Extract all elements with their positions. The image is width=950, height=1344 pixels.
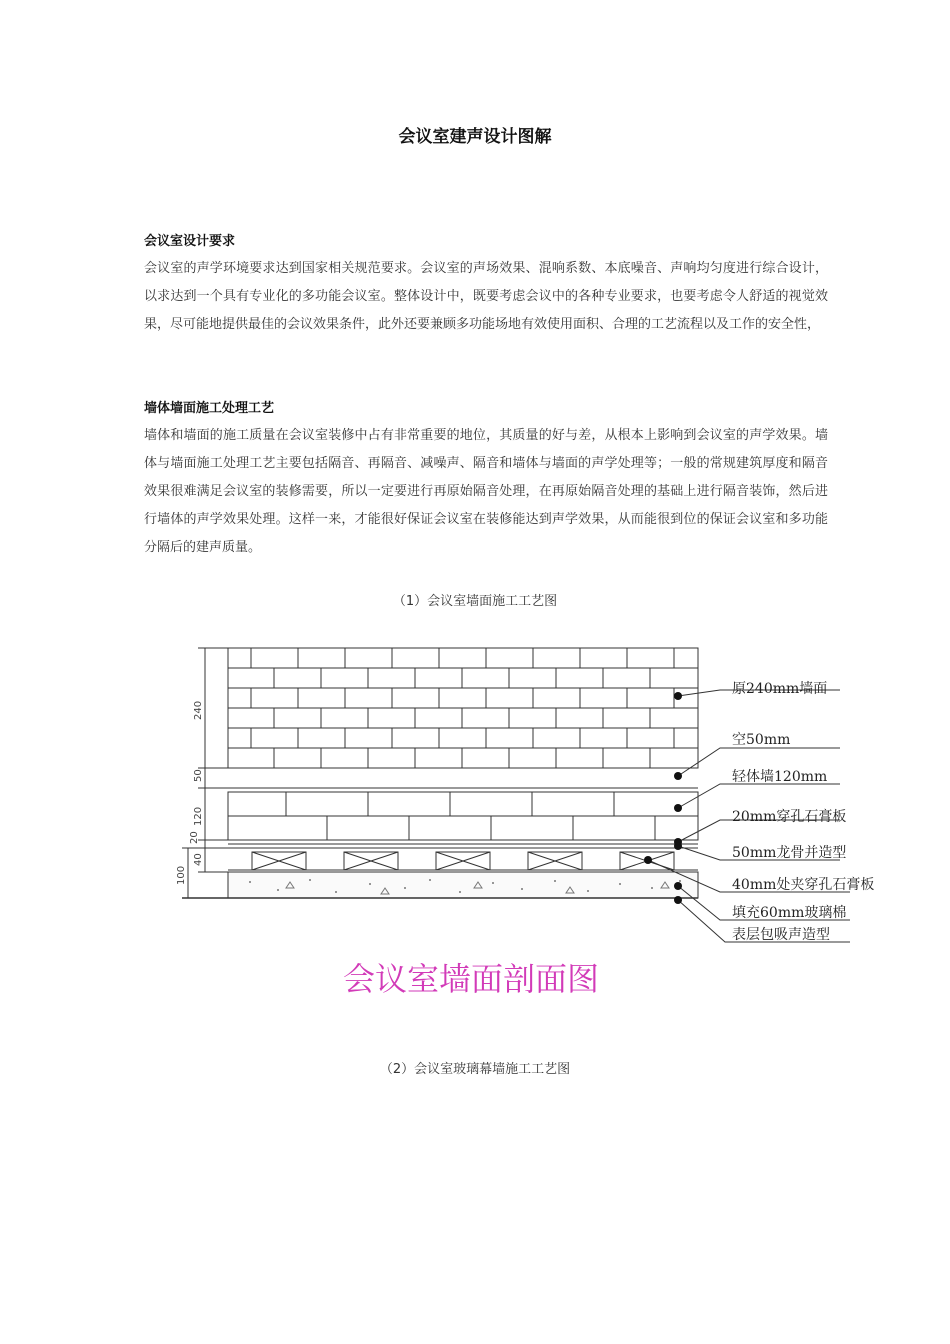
section-body: 墙体和墙面的施工质量在会议室装修中占有非常重要的地位，其质量的好与差，从根本上影响到会议室的声学效果。墙体与墙面施工处理工艺主要包括隔音、再隔音、减噪声、隔音和墙体与墙面的声学处理等；一般的常规建筑厚度和隔音效果很难满足会议室的装修需要，所以一定要进行再原始隔音处理，在再原始隔音处理的基础上进行隔音装饰，然后进行墙体的声学效果处理。这样一来，才能很好保证会议室在装修能达到声学效果，从而能很到位的保证会议室和多功能分隔后的建声质量。	[144, 428, 828, 555]
label-perforated-board: 40mm处夹穿孔石膏板	[732, 877, 875, 893]
wall-section-figure	[160, 630, 875, 1010]
glass-wool-layer	[182, 872, 698, 898]
section-design-requirements	[144, 230, 828, 339]
label-keel: 50mm龙骨并造型	[732, 845, 847, 861]
dim-100: 100	[176, 865, 187, 885]
brick-wall-240	[228, 648, 698, 768]
keel-layer-50	[228, 848, 698, 870]
label-glass-wool: 填充60mm玻璃棉	[732, 905, 847, 921]
label-light-wall: 轻体墙120mm	[732, 769, 828, 785]
page-title: 会议室建声设计图解	[398, 127, 552, 147]
section-wall-construction	[144, 397, 828, 562]
dimension-lines	[182, 648, 228, 898]
figure1-caption: （1）会议室墙面施工工艺图	[392, 594, 558, 609]
label-air-gap: 空50mm	[732, 732, 791, 748]
dim-240: 240	[193, 700, 204, 720]
dim-120: 120	[193, 806, 204, 826]
dimension-labels	[176, 701, 204, 885]
layer-labels	[732, 680, 874, 943]
label-gypsum-board: 20mm穿孔石膏板	[732, 809, 847, 825]
figure2-caption: （2）会议室玻璃幕墙施工工艺图	[379, 1062, 571, 1077]
label-original-wall: 原240mm墙面	[732, 681, 828, 697]
lightweight-wall-120	[228, 792, 698, 840]
section-heading: 墙体墙面施工处理工艺	[144, 401, 275, 416]
dim-40: 40	[193, 853, 204, 866]
dim-50: 50	[193, 769, 204, 782]
section-heading: 会议室设计要求	[144, 234, 236, 249]
section-body: 会议室的声学环境要求达到国家相关规范要求。会议室的声场效果、混响系数、本底噪音、声响均匀度进行综合设计，以求达到一个具有专业化的多功能会议室。整体设计中，既要考虑会议中的各种专业要求，也要考虑令人舒适的视觉效果，尽可能地提供最佳的会议效果条件，此外还要兼顾多功能场地有效使用面积、合理的工艺流程以及工作的安全性，	[144, 261, 828, 332]
air-gap-50	[228, 768, 698, 788]
dim-20: 20	[189, 831, 200, 844]
label-surface-wrap: 表层包吸声造型	[732, 927, 830, 943]
figure-title: 会议室墙面剖面图	[343, 960, 600, 998]
